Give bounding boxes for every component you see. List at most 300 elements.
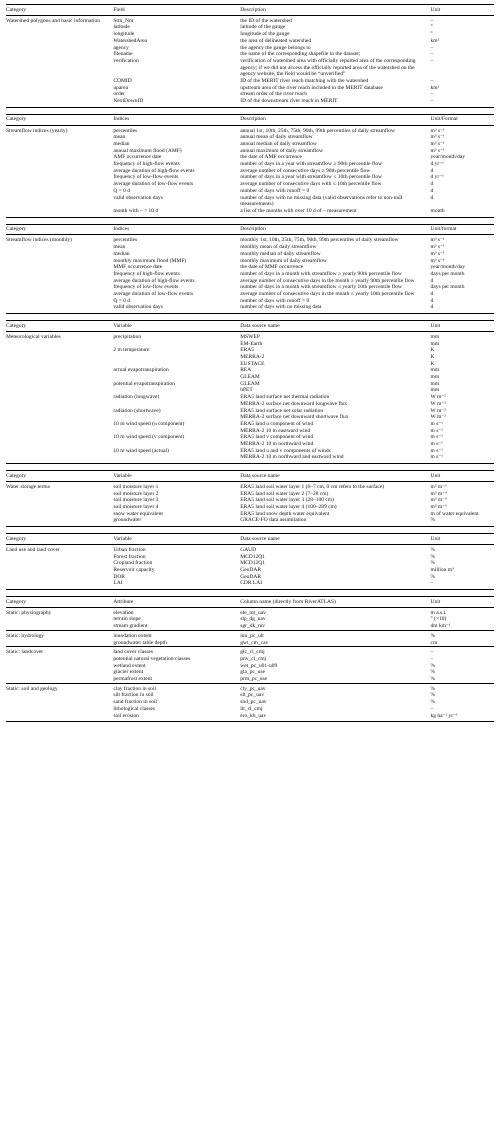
land-use-name-cell: DOR (113, 573, 125, 580)
static-description-cell: gla_pc_use (240, 669, 265, 676)
meteorological-name-cell: actual evapotranspiration (113, 367, 169, 374)
table-row (6, 574, 494, 581)
streamflow-yearly-unit-cell: year/month/day (430, 154, 466, 161)
table-row (6, 567, 494, 574)
watershed-header-cell: Field (113, 5, 240, 16)
streamflow-monthly-description-cell: number of days in a month with streamflow ≥ yearly 90th percentile flow (240, 270, 402, 277)
streamflow-yearly-description-cell: number of days in a year with streamflow ≥ 90th percentile flow (240, 161, 383, 168)
table-row (6, 448, 494, 455)
streamflow-yearly-name-cell: median (113, 140, 130, 147)
meteorological-unit-cell: W m⁻² (430, 394, 446, 401)
table-row (6, 554, 494, 561)
streamflow-yearly-description-cell: a list of the months with over 10 d of – measurement (240, 208, 430, 217)
watershed-category-cell (6, 51, 113, 58)
streamflow-yearly-category-cell (6, 168, 113, 175)
static-unit-cell: cm (430, 639, 438, 646)
static-name-cell: permafrost extent (113, 676, 152, 683)
streamflow-monthly-name-cell: valid observation days (113, 304, 240, 313)
meteorological-unit-cell: mm (430, 367, 440, 374)
streamflow-monthly-description-cell: number of days with runoff = 0 (240, 297, 310, 304)
meteorological-description-cell: ERA5 (240, 347, 254, 354)
water-storage-description-cell: ERA5 land soil water layer 4 (100–289 cm) (240, 504, 337, 510)
watershed-description-cell: longitude of the gauge (240, 31, 290, 38)
meteorological-header-cell: Unit (431, 321, 494, 332)
land-use-description-cell: CDR LAI (240, 580, 430, 589)
static-name-cell: elevation (113, 609, 134, 616)
streamflow-monthly-category-cell: Streamflow indices (monthly) (6, 237, 72, 244)
streamflow-monthly-description-cell: monthly median of daily streamflow (240, 250, 321, 257)
streamflow-yearly-category-cell (6, 181, 113, 188)
meteorological-name-cell (113, 414, 240, 421)
streamflow-yearly-header-cell: Indices (113, 114, 240, 125)
streamflow-yearly-name-cell: AMF occurrence date (113, 154, 162, 161)
water-storage-name-cell: soil moisture layer 3 (113, 497, 159, 504)
water-storage-name-cell: groundwater (113, 517, 240, 526)
land-use-header-cell: Data source name (240, 534, 430, 545)
meteorological-category-cell (6, 421, 113, 428)
water-storage-category-cell (6, 511, 113, 518)
water-storage-unit-cell: m³ m⁻³ (430, 490, 447, 497)
watershed-header-cell: Description (240, 5, 430, 16)
static-unit-cell: – (431, 647, 494, 656)
table-row (6, 706, 494, 713)
watershed-category-cell (6, 58, 113, 78)
table-row (6, 374, 494, 381)
watershed-name-cell: order (113, 91, 125, 98)
static-category-cell (6, 669, 113, 676)
streamflow-monthly-category-cell (6, 304, 113, 313)
table-row (6, 656, 494, 663)
header-row (6, 597, 494, 608)
table-row (6, 381, 494, 388)
table-row (6, 58, 494, 78)
table-row (6, 647, 494, 656)
water-storage-description-cell: ERA5 land snow depth water equivalent (240, 510, 330, 517)
static-description-cell: slp_dg_uav (240, 616, 266, 623)
land-use-header-cell: Unit (431, 534, 494, 545)
table-row (6, 713, 494, 722)
table-row (6, 78, 494, 85)
static-description-cell: gwt_cm_cav (240, 639, 269, 646)
meteorological-description-cell: MERRA-2 10 m eastward wind (240, 427, 311, 434)
static-table (6, 596, 494, 722)
meteorological-category-cell (6, 347, 113, 354)
streamflow-monthly-category-cell (6, 291, 113, 298)
streamflow-monthly-description-cell: number of days with no missing data (240, 304, 430, 313)
static-category-cell: Static: physiography (6, 609, 52, 616)
static-category-cell (6, 713, 113, 722)
meteorological-category-cell (6, 408, 113, 415)
table-row (6, 271, 494, 278)
table-row (6, 51, 494, 58)
table-row (6, 414, 494, 421)
streamflow-yearly-description-cell: number of days in a year with streamflow ≤ 10th percentile flow (240, 174, 383, 181)
water-storage-name-cell: soil moisture layer 2 (113, 490, 159, 497)
static-header-cell: Unit (431, 597, 494, 608)
meteorological-unit-cell: m s⁻¹ (431, 454, 494, 463)
table-row (6, 284, 494, 291)
table-row (6, 454, 494, 463)
watershed-description-cell: verification of watershed area with officially reported area of the corresponding agency; if we did not access the officially reported area of the watershed on the agency website, the field would be “unverified” (240, 57, 416, 78)
static-unit-cell: % (430, 692, 436, 699)
watershed-unit-cell: – (430, 78, 434, 85)
meteorological-name-cell (113, 401, 240, 408)
streamflow-monthly-unit-cell: m³ s⁻¹ (430, 257, 445, 264)
streamflow-yearly-unit-cell: month (431, 208, 494, 217)
static-description-cell: sgr_dk_rav (240, 623, 265, 630)
watershed-unit-cell: km² (430, 84, 440, 91)
watershed-name-cell: Sttn_Nm (113, 17, 134, 24)
header-row (6, 114, 494, 125)
streamflow-yearly-header-cell: Description (240, 114, 430, 125)
watershed-name-cell: NextDownID (113, 98, 240, 107)
static-description-cell: wet_pc_u01-u09 (240, 662, 278, 669)
table-row (6, 517, 494, 526)
watershed-name-cell: agency (113, 44, 129, 51)
watershed-description-cell: stream order of the river reach (240, 91, 307, 98)
streamflow-yearly-description-cell: annual mean of daily streamflow (240, 134, 313, 141)
streamflow-yearly-unit-cell: m³ s⁻¹ (430, 127, 445, 134)
water-storage-category-cell (6, 497, 113, 504)
static-description-cell: pnv_cl_cmj (240, 655, 267, 662)
meteorological-description-cell: MERRA-2 (240, 353, 265, 360)
streamflow-yearly-name-cell: frequency of high-flow events (113, 161, 180, 168)
table-row (6, 607, 494, 616)
water-storage-description-cell: ERA5 land soil water layer 3 (28–100 cm) (240, 497, 334, 504)
streamflow-yearly-name-cell: annual maximum flood (AMF) (113, 147, 182, 154)
water-storage-header-cell: Data source name (240, 471, 430, 482)
water-storage-category-cell (6, 504, 113, 511)
static-unit-cell: – (430, 705, 434, 712)
land-use-name-cell: Forest fraction (113, 553, 146, 560)
header-row (6, 5, 494, 16)
streamflow-yearly-description-cell: average number of consecutive days with ≤ 10th percentile flow (240, 181, 382, 188)
meteorological-name-cell: potential evapotranspiration (113, 380, 175, 387)
table-row (6, 38, 494, 45)
watershed-category-cell (6, 45, 113, 52)
watershed-header-cell: Category (6, 5, 113, 16)
static-category-cell: Static: landcover (6, 647, 113, 656)
streamflow-yearly-name-cell: mean (113, 134, 126, 141)
static-name-cell: silt fraction in soil (113, 692, 154, 699)
land-use-header-cell: Category (6, 534, 113, 545)
static-unit-cell: ° (×10) (430, 616, 447, 623)
table-row (6, 616, 494, 623)
meteorological-category-cell (6, 401, 113, 408)
streamflow-yearly-category-cell (6, 148, 113, 155)
table-row (6, 31, 494, 38)
streamflow-yearly-description-cell: number of days with no missing data (valid observations refer to non-null measurements) (240, 194, 403, 208)
streamflow-monthly-unit-cell: d (430, 277, 434, 284)
streamflow-yearly-table (6, 114, 494, 218)
table-row (6, 264, 494, 271)
static-name-cell: land cover classes (113, 647, 240, 656)
land-use-header-cell: Variable (113, 534, 240, 545)
watershed-description-cell: the name of the corresponding shapefile in the dataset; (240, 51, 361, 58)
land-use-unit-cell: % (430, 553, 436, 560)
watershed-category-cell (6, 24, 113, 31)
land-use-table (6, 533, 494, 590)
watershed-description-cell: ID of the downstream river reach in MERIT (240, 98, 430, 107)
streamflow-yearly-unit-cell: d (430, 167, 434, 174)
meteorological-unit-cell: mm (430, 340, 440, 347)
static-description-cell: glc_cl_cmj (240, 647, 430, 656)
streamflow-yearly-description-cell: annual median of daily streamflow (240, 140, 317, 147)
table-row (6, 434, 494, 441)
meteorological-table (6, 320, 494, 464)
table-row (6, 331, 494, 340)
streamflow-monthly-category-cell (6, 251, 113, 258)
streamflow-monthly-category-cell (6, 284, 113, 291)
static-name-cell: lithological classes (113, 705, 156, 712)
table-row (6, 341, 494, 348)
meteorological-unit-cell: W m⁻² (430, 400, 446, 407)
streamflow-monthly-description-cell: average number of consecutive days in the month ≤ yearly 10th percentile flow (240, 291, 415, 298)
watershed-header-cell: Unit (431, 5, 494, 16)
streamflow-monthly-description-cell: monthly mean of daily streamflow (240, 244, 317, 251)
table-row (6, 251, 494, 258)
watershed-category-cell (6, 31, 113, 38)
watershed-description-cell: the area of delineated watershed (240, 37, 312, 44)
meteorological-unit-cell: mm (430, 380, 440, 387)
static-name-cell: stream gradient (113, 623, 148, 630)
static-unit-cell: % (430, 699, 436, 706)
meteorological-description-cell: MERRA-2 surface net downward longwave flux (240, 400, 348, 407)
land-use-category-cell (6, 574, 113, 581)
meteorological-category-cell (6, 361, 113, 368)
table-row (6, 195, 494, 208)
header-row (6, 321, 494, 332)
table-row (6, 630, 494, 639)
table-row (6, 134, 494, 141)
streamflow-yearly-unit-cell: d (430, 194, 434, 201)
streamflow-yearly-category-cell (6, 208, 113, 217)
water-storage-name-cell: soil moisture layer 1 (113, 483, 159, 490)
meteorological-description-cell: ERA5 land v component of wind (240, 434, 314, 441)
streamflow-yearly-category-cell (6, 195, 113, 208)
table-row (6, 291, 494, 298)
static-name-cell: soil erosion (113, 713, 240, 722)
water-storage-description-cell: ERA5 land soil water layer 2 (7–28 cm) (240, 490, 329, 497)
header-row (6, 224, 494, 235)
table-row (6, 367, 494, 374)
watershed-description-cell: ID of the MERIT river reach matching with the watershed (240, 78, 369, 85)
table-row (6, 161, 494, 168)
water-storage-category-cell (6, 491, 113, 498)
watershed-category-cell (6, 98, 113, 107)
water-storage-unit-cell: m³ m⁻³ (430, 483, 447, 490)
streamflow-yearly-name-cell: average duration of high-flow events (113, 167, 195, 174)
table-row (6, 98, 494, 107)
streamflow-monthly-name-cell: mean (113, 244, 126, 251)
streamflow-yearly-unit-cell: d yr⁻¹ (430, 174, 444, 181)
water-storage-table (6, 470, 494, 527)
streamflow-yearly-category-cell (6, 161, 113, 168)
streamflow-monthly-name-cell: average duration of high-flow events (113, 277, 195, 284)
streamflow-monthly-name-cell: frequency of high-flow events (113, 270, 180, 277)
meteorological-name-cell: 10 m wind speed (u component) (113, 420, 185, 427)
static-header-cell: Category (6, 597, 113, 608)
water-storage-header-cell: Unit (431, 471, 494, 482)
streamflow-yearly-name-cell: valid observation days (113, 194, 163, 201)
meteorological-unit-cell: mm (430, 374, 440, 381)
meteorological-unit-cell: m s⁻¹ (430, 447, 443, 454)
streamflow-yearly-description-cell: number of days with runoff = 0 (240, 187, 310, 194)
table-row (6, 511, 494, 518)
water-storage-category-cell: Water storage terms (6, 483, 50, 490)
meteorological-name-cell (113, 441, 240, 448)
watershed-unit-cell: ° (430, 31, 433, 38)
static-description-cell: ero_kh_uav (240, 713, 430, 722)
table-row (6, 208, 494, 217)
land-use-description-cell: GeoDAR (240, 566, 262, 573)
meteorological-description-cell: GLEAM (240, 374, 260, 381)
static-unit-cell: % (431, 630, 494, 639)
meteorological-name-cell (113, 341, 240, 348)
meteorological-header-cell: Variable (113, 321, 240, 332)
table-row (6, 421, 494, 428)
watershed-unit-cell: ° (430, 24, 433, 31)
static-unit-cell: % (431, 683, 494, 692)
meteorological-name-cell: 10 m wind speed (v component) (113, 434, 185, 441)
land-use-unit-cell: % (430, 573, 436, 580)
streamflow-monthly-description-cell: monthly maximum of daily streamflow (240, 257, 327, 264)
land-use-unit-cell: % (430, 560, 436, 567)
watershed-unit-cell: – (431, 98, 494, 107)
land-use-name-cell: Reservoir capacity (113, 566, 155, 573)
attribute-tables-document (6, 4, 494, 722)
land-use-category-cell (6, 560, 113, 567)
static-name-cell: inundation extent (113, 630, 240, 639)
meteorological-category-cell (6, 381, 113, 388)
land-use-category-cell (6, 554, 113, 561)
streamflow-yearly-unit-cell: m³ s⁻¹ (430, 134, 445, 141)
meteorological-name-cell (113, 374, 240, 381)
meteorological-description-cell: ERA5 land surface net solar radiation (240, 407, 324, 414)
table-row (6, 441, 494, 448)
static-unit-cell: % (430, 662, 436, 669)
static-name-cell: wetland extent (113, 662, 146, 669)
streamflow-monthly-unit-cell: m³ s⁻¹ (430, 244, 445, 251)
table-row (6, 354, 494, 361)
watershed-description-cell: upstream area of the river reach included in the MERIT database (240, 84, 383, 91)
meteorological-unit-cell: m s⁻¹ (430, 427, 443, 434)
streamflow-yearly-header-cell: Category (6, 114, 113, 125)
streamflow-monthly-header-cell: Indices (113, 224, 240, 235)
water-storage-description-cell: GRACE-FO data assimilation (240, 517, 430, 526)
watershed-category-cell (6, 38, 113, 45)
table-row (6, 125, 494, 134)
streamflow-monthly-name-cell: monthly maximum flood (MMF) (113, 257, 187, 264)
meteorological-name-cell (113, 354, 240, 361)
water-storage-description-cell: ERA5 land soil water layer 1 (0–7 cm, 0 cm refers to the surface) (240, 483, 385, 490)
streamflow-monthly-name-cell: median (113, 250, 130, 257)
streamflow-monthly-name-cell: percentiles (113, 237, 138, 244)
streamflow-yearly-unit-cell: m³ s⁻¹ (430, 140, 445, 147)
streamflow-monthly-name-cell: MMF occurrence date (113, 264, 163, 271)
static-unit-cell: – (430, 655, 434, 662)
land-use-unit-cell: % (430, 546, 436, 553)
static-description-cell: lit_cl_cmj (240, 705, 263, 712)
meteorological-name-cell: 10 m wind speed (actual) (113, 447, 169, 454)
streamflow-yearly-category-cell (6, 141, 113, 148)
table-row (6, 244, 494, 251)
land-use-description-cell: GAUD (240, 546, 257, 553)
table-row (6, 347, 494, 354)
static-category-cell (6, 656, 113, 663)
land-use-unit-cell: – (431, 580, 494, 589)
streamflow-monthly-unit-cell: days per month (430, 270, 465, 277)
table-row (6, 188, 494, 195)
streamflow-yearly-unit-cell: d yr⁻¹ (430, 161, 444, 168)
table-row (6, 141, 494, 148)
static-category-cell (6, 663, 113, 670)
static-name-cell: groundwater table depth (113, 639, 167, 646)
meteorological-name-cell: radiation (longwave) (113, 394, 160, 401)
table-row (6, 683, 494, 692)
static-header-cell: Attribute (113, 597, 240, 608)
water-storage-unit-cell: % (431, 517, 494, 526)
streamflow-yearly-name-cell: average duration of low-flow events (113, 181, 194, 188)
table-row (6, 676, 494, 683)
static-category-cell (6, 676, 113, 683)
watershed-description-cell: the ID of the watershed (240, 17, 292, 24)
watershed-name-cell: latitude (113, 24, 130, 31)
streamflow-yearly-name-cell: Q = 0 d (113, 187, 131, 194)
water-storage-name-cell: snow water equivalent (113, 510, 163, 517)
streamflow-yearly-description-cell: annual maximum of daily streamflow (240, 147, 324, 154)
static-unit-cell: kg ha⁻¹ yr⁻¹ (431, 713, 494, 722)
static-name-cell: potential natural vegetation classes (113, 655, 191, 662)
streamflow-monthly-description-cell: number of days in a month with streamflow ≤ yearly 10th percentile flow (240, 284, 402, 291)
watershed-category-cell: Watershed polygons and basic information (6, 17, 100, 24)
streamflow-yearly-description-cell: average number of consecutive days ≥ 90th percentile flow (240, 167, 371, 174)
watershed-unit-cell: – (430, 44, 434, 51)
static-category-cell (6, 616, 113, 623)
table-row (6, 497, 494, 504)
static-description-cell: slt_pc_uav (240, 692, 265, 699)
watershed-name-cell: COMID (113, 78, 132, 85)
meteorological-description-cell: ERA5 land u and v components of winds (240, 447, 331, 454)
land-use-name-cell: Urban fraction (113, 546, 146, 553)
table-row (6, 401, 494, 408)
meteorological-category-cell (6, 394, 113, 401)
meteorological-category-cell (6, 374, 113, 381)
meteorological-description-cell: GLEAM (240, 380, 260, 387)
static-name-cell: terrain slope (113, 616, 141, 623)
meteorological-description-cell: ERA5 land surface net thermal radiation (240, 394, 330, 401)
streamflow-monthly-table (6, 224, 494, 314)
streamflow-monthly-unit-cell: m³ s⁻¹ (430, 250, 445, 257)
watershed-name-cell: verification (113, 57, 139, 64)
streamflow-yearly-name-cell: percentiles (113, 127, 138, 134)
streamflow-monthly-description-cell: monthly 1st, 10th, 25th, 75th, 90th, 99th percentiles of daily streamflow (240, 237, 399, 244)
streamflow-monthly-name-cell: average duration of low-flow events (113, 291, 194, 298)
land-use-description-cell: MCD12Q1 (240, 553, 265, 560)
table-row (6, 481, 494, 490)
meteorological-category-cell (6, 341, 113, 348)
streamflow-monthly-name-cell: Q = 0 d (113, 297, 131, 304)
header-row (6, 471, 494, 482)
meteorological-header-cell: Category (6, 321, 113, 332)
static-description-cell: prm_pc_use (240, 676, 268, 683)
streamflow-monthly-header-cell: Unit/format (431, 224, 494, 235)
watershed-description-cell: latitude of the gauge (240, 24, 286, 31)
static-category-cell: Static: soil and geology (6, 683, 113, 692)
meteorological-category-cell (6, 387, 113, 394)
static-category-cell (6, 623, 113, 630)
streamflow-yearly-name-cell: month with – > 10 d (113, 208, 240, 217)
